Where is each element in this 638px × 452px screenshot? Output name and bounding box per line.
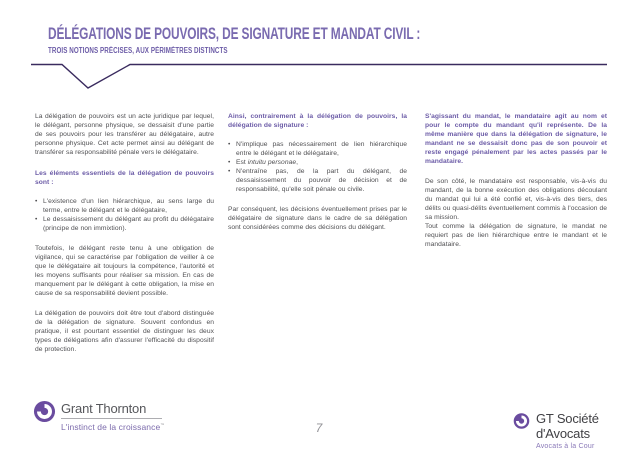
bullet-text-italic: intuitu personae <box>247 159 297 166</box>
column-mandat-civil <box>425 112 607 363</box>
bullet-text: Le dessaisissement du délégant au profit du délégataire (principe de non immixtion). <box>43 216 214 232</box>
bullet-dot-icon: • <box>228 159 231 166</box>
page-number: 7 <box>315 421 323 435</box>
heading-elements-essentiels: Les éléments essentiels de la délégation de pouvoirs sont : <box>35 170 214 186</box>
gt-avocats-tagline: Avocats à la Cour <box>535 443 595 450</box>
bullet-pas-dessaisissement <box>228 167 407 194</box>
paragraph-consequent-decisions: Par conséquent, les décisions éventuellement prises par le délégataire de signature dans le cadre de sa délégation sont considérées comme des décisions du délégant. <box>228 206 407 231</box>
bullet-pas-lien-hierarchique <box>228 140 407 158</box>
page-title: DÉLÉGATIONS DE POUVOIRS, DE SIGNATURE ET MANDAT CIVIL : <box>48 24 421 43</box>
bullet-dot-icon: • <box>35 216 38 223</box>
bullet-dot-icon: • <box>228 168 231 175</box>
bullet-dot-icon: • <box>35 198 38 205</box>
paragraph-obligation-vigilance: Toutefois, le délégant reste tenu à une obligation de vigilance, qui se caractérise par l'obligation de veiller à ce que le délégataire ait toujours la compétence, l'autorité et les moyens suffisants pour réaliser sa mission. En cas de manquement par le délégant à cette obligation, la mise en cause de sa responsabilité devient possible. <box>35 245 214 297</box>
bullet-text-pre: Est <box>236 159 248 166</box>
bullet-text: L'existence d'un lien hiérarchique, au sens large du terme, entre le délégant et le délégataire, <box>43 198 214 214</box>
bullet-text: N'entraîne pas, de la part du délégant, de dessaisissement du pouvoir de décision et de responsabilité, qu'elle soit pénale ou civile. <box>236 168 407 193</box>
paragraph-responsabilite-mandataire: De son côté, le mandataire est responsable, vis-à-vis du mandant, de la bonne exécution des obligations découlant du mandat qui lui a été confié et, vis-à-vis des tiers, des délits ou quasi-délits éventuellement commis à l'occasion de sa mission. <box>425 178 607 221</box>
paragraph-mandat-sans-lien: Tout comme la délégation de signature, le mandat ne requiert pas de lien hiérarchique entre le mandant et le mandataire. <box>425 223 607 248</box>
bullet-text-post: , <box>296 159 299 166</box>
lead-paragraph-mandat: S'agissant du mandat, le mandataire agit au nom et pour le compte du mandant qu'il représente. De la même manière que dans la délégation de signature, le mandant ne se dessaisit donc pas de son pouvoir et reste engagé pénalement par les actes passés par le mandataire. <box>425 113 607 165</box>
grant-thornton-pinwheel-icon <box>33 400 56 423</box>
column-delegation-de-signature <box>228 112 407 363</box>
column-delegation-de-pouvoirs <box>35 112 214 363</box>
page-subtitle: TROIS NOTIONS PRÉCISES, AUX PÉRIMÈTRES DISTINCTS <box>48 46 228 55</box>
bullet-text <box>236 158 407 167</box>
gt-avocats-wordmark: GT Société d'Avocats <box>535 411 599 441</box>
bullet-dot-icon: • <box>228 141 231 148</box>
bullet-dessaisissement <box>35 215 214 233</box>
bullet-lien-hierarchique <box>35 197 214 215</box>
bullet-text: N'implique pas nécessairement de lien hiérarchique entre le délégant et le délégataire, <box>236 141 407 157</box>
tagline-text: L'instinct de la croissance <box>61 422 161 432</box>
heading-delegation-signature: Ainsi, contrairement à la délégation de pouvoirs, la délégation de signature : <box>228 113 407 129</box>
bullet-intuitu-personae <box>228 158 407 167</box>
paragraph-definition-pouvoirs: La délégation de pouvoirs est un acte juridique par lequel, le délégant, personne physique, se dessaisit d'une partie de ses pouvoirs pour les transférer au délégataire, autre personne physique. Cet acte permet ainsi au délégant de transférer sa responsabilité pénale vers le délégataire. <box>35 113 214 156</box>
grant-thornton-wordmark: Grant Thornton <box>61 401 162 419</box>
header-divider-line <box>0 0 638 100</box>
paragraph-distinction-delegations: La délégation de pouvoirs doit être tout d'abord distinguée de la délégation de signature. Souvent confondus en pratique, il est pourtant essentiel de distinguer les deux types de délégations afin d'assurer l'efficacité du dispositif de protection. <box>35 310 214 353</box>
trademark-mark: ™ <box>160 422 165 428</box>
content-columns <box>35 112 607 363</box>
